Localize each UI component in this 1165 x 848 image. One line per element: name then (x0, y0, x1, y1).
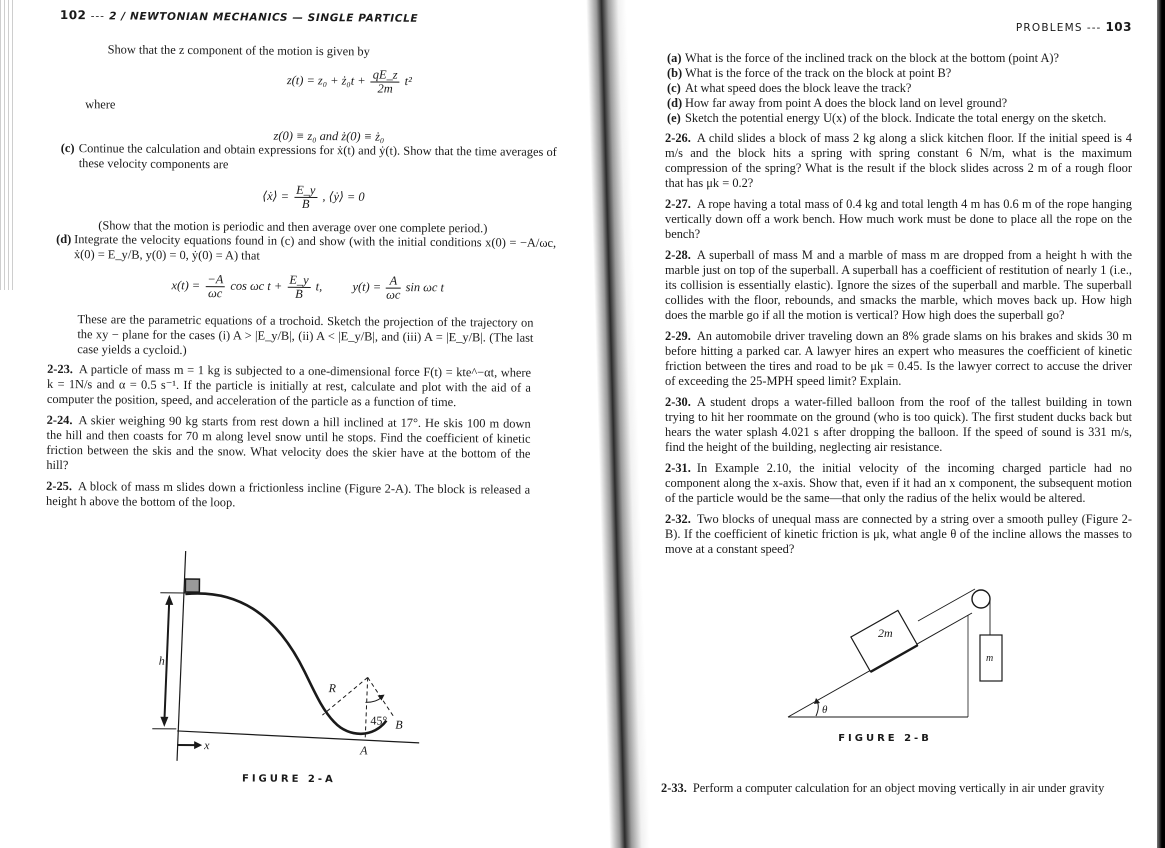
eq-avg-num: E_y (294, 184, 317, 198)
eq-x-num2: E_y (287, 274, 310, 288)
problem-number: 2-31. (665, 461, 691, 475)
problem-number: 2-23. (47, 361, 73, 377)
problem-number: 2-26. (665, 131, 691, 145)
left-page (46, 0, 557, 786)
eq-y-tail: sin ωc t (405, 280, 445, 295)
part-text: Sketch the potential energy U(x) of the block. Indicate the total energy on the sketch. (685, 111, 1107, 125)
part-text: How far away from point A does the block land on level ground? (685, 96, 1008, 110)
label-m: m (986, 653, 994, 664)
part-text: At what speed does the block leave the track? (685, 81, 912, 95)
label-x: x (204, 738, 210, 753)
right-running-head (1016, 20, 1132, 34)
label-B: B (395, 717, 403, 732)
part-d (665, 96, 1132, 111)
right-page-number: 103 (1105, 20, 1132, 34)
eq-avg-fraction (294, 184, 317, 211)
problem-number: 2-32. (665, 512, 691, 526)
problem-text: An automobile driver traveling down an 8% grade slams on his brakes and skids 30 m before hitting a parked car. A lawyer hires an expert who measures the coefficient of kinetic friction between the tires and road to be μk = 0.45. Is the lawyer correct to accuse the driver of exceeding the 25-MPH speed limit? Explain. (665, 329, 1132, 388)
part-label: (c) (667, 81, 681, 95)
eq-x-den: ωc (208, 286, 223, 301)
radius-line-A (365, 677, 367, 738)
page-stack-edge (0, 0, 14, 290)
part-d-label: (d) (56, 231, 72, 247)
trochoid-text: These are the parametric equations of a trochoid. Sketch the projection of the trajectory on the xy − plane for the cases (i) A > |E_y/B|, (ii) A < |E_y/B|, and (iii) A = |E_y/B|. (The last case yields a cycloid.) (77, 312, 534, 358)
problem-text: A rope having a total mass of 0.4 kg and total length 4 m has 0.6 m of the rope hanging vertically down off a work bench. How much work must be done to place all the rope on the bench? (665, 197, 1132, 241)
equation-z (199, 67, 499, 96)
problem-2-32 (665, 512, 1132, 557)
equation-xy (118, 272, 498, 302)
part-d-text: Integrate the velocity equations found in (c) and show (with the initial conditions x(0) = −A/ωc, ẋ(0) = E_y/B, y(0) = 0, ẏ(0) = A) that (73, 232, 557, 263)
problem-number: 2-24. (46, 412, 73, 428)
eq-x-frac1 (205, 273, 225, 300)
right-problem-list (665, 131, 1132, 557)
problem-2-27 (665, 197, 1132, 242)
intro-text: Show that the z component of the motion is given by (107, 42, 370, 59)
problem-number: 2-30. (665, 395, 691, 409)
part-c (665, 81, 1132, 96)
block-2m (851, 610, 918, 671)
figure-2a-caption: FIGURE 2-A (241, 773, 336, 786)
height-arrowhead-up (165, 595, 173, 605)
problem-2-29 (665, 329, 1132, 389)
part-a (665, 51, 1132, 66)
label-h: h (158, 653, 165, 668)
problem-number: 2-29. (665, 329, 691, 343)
label-A: A (360, 743, 368, 758)
section-title: PROBLEMS (1015, 22, 1083, 34)
figure-2b-caption: FIGURE 2-B (838, 733, 932, 744)
equation-averages (188, 183, 438, 212)
part-d (54, 232, 556, 266)
eq-x-den2: B (295, 286, 303, 301)
chapter-title: 2 / NEWTONIAN MECHANICS — SINGLE PARTICLE (109, 10, 419, 25)
eq-x-lhs: x(t) = (171, 278, 201, 293)
pulley-icon (972, 590, 990, 608)
label-theta: θ (822, 704, 828, 716)
height-arrow (164, 599, 169, 723)
eq-y-frac (386, 275, 400, 302)
eq-z-num: qE_z (371, 68, 400, 82)
problem-2-33 (661, 781, 1131, 796)
eq-z-lhs: z(t) = z₀ + ż₀t + (286, 73, 366, 88)
parts-list (665, 51, 1132, 126)
eq-y-lhs: y(t) = (352, 279, 382, 294)
problem-number: 2-27. (665, 197, 691, 211)
problem-text: A child slides a block of mass 2 kg along a slick kitchen floor. If the initial speed is 4 m/s and the block hits a spring with spring constant 6 N/m, what is the maximum compression of the spring? What is the result if the block slides across 2 m of a rough floor that has μk = 0.2? (665, 131, 1132, 190)
eq-z-fraction (371, 68, 400, 95)
equation-initial: z(0) ≡ z₀ and ż(0) ≡ ż₀ (273, 128, 385, 144)
eq-avg-den: B (301, 196, 310, 211)
eq-avg-rhs: , ⟨ẏ⟩ = 0 (322, 189, 365, 204)
problem-text: Two blocks of unequal mass are connected by a string over a smooth pulley (Figure 2-B). If the coefficient of kinetic friction is μk, what angle θ of the incline allows the masses to move at a constant speed? (665, 512, 1132, 556)
block-icon (185, 579, 199, 592)
label-45-deg: 45° (370, 713, 388, 728)
eq-y-num: A (386, 275, 400, 289)
problem-text: In Example 2.10, the initial velocity of the incoming charged particle had no component along the x-axis. Show that, even if it had an x component, the subsequent motion of the particle would be the same—that only the radius of the helix would be altered. (665, 461, 1132, 505)
figure-2a-diagram (144, 551, 446, 763)
problem-2-26 (665, 131, 1132, 191)
part-text: What is the force of the inclined track on the block at the bottom (point A)? (685, 51, 1060, 65)
label-R: R (328, 681, 337, 696)
figure-2b-diagram (780, 575, 1020, 725)
part-text: What is the force of the track on the block at point B? (685, 66, 952, 80)
eq-z-tail: t² (404, 74, 412, 89)
scan-border (1157, 0, 1165, 848)
part-c-note: (Show that the motion is periodic and then average over one complete period.) (98, 218, 488, 236)
part-b (665, 66, 1132, 81)
eq-y-den: ωc (386, 287, 401, 302)
problem-2-30 (665, 395, 1132, 455)
left-head-dashes: --- (90, 10, 106, 23)
part-label: (d) (667, 96, 683, 110)
part-e (665, 111, 1132, 126)
part-label: (a) (667, 51, 682, 65)
height-arrowhead-down (160, 717, 168, 727)
eq-avg-lhs: ⟨ẋ⟩ = (262, 188, 290, 204)
problem-2-23 (47, 362, 531, 411)
where-label: where (85, 97, 116, 112)
book-spine-gutter (586, 0, 650, 848)
x-arrowhead (194, 741, 202, 749)
eq-x-num: −A (205, 273, 225, 287)
problem-text: Perform a computer calculation for an object moving vertically in air under gravity (692, 781, 1105, 795)
problem-text: A block of mass m slides down a frictionless incline (Figure 2-A). The block is released a height h above the bottom of the loop. (46, 479, 531, 510)
problem-text: A particle of mass m = 1 kg is subjected to a one-dimensional force F(t) = kte^−αt, where k = 1N/s and α = 0.5 s⁻¹. If the particle is initially at rest, calculate and plot with the aid of a computer the position, speed, and acceleration of the particle as a function of time. (46, 362, 532, 410)
problem-text: A superball of mass M and a marble of mass m are dropped from a height h with the marble just on top of the superball. A superball has a coefficient of restitution of nearly 1 (i.e., its collision is essentially elastic). Ignore the sizes of the superball and marble. The superball collides with the floor, rebounds, and smacks the marble, which moves back up. How high does the marble go if all the motion is vertical? How high does the superball go? (665, 248, 1132, 322)
problem-2-24 (46, 413, 530, 477)
eq-x-tail: t, (315, 279, 323, 294)
eq-x-frac2 (287, 274, 310, 301)
eq-x-mid: cos ωc t + (230, 278, 283, 294)
problem-number: 2-33. (661, 781, 687, 795)
problem-2-28 (665, 248, 1132, 323)
label-2m: 2m (878, 626, 893, 640)
problem-text: A skier weighing 90 kg starts from rest down a hill inclined at 17°. He skis 100 m down the hill and then coasts for 70 m along level snow until he stops. Find the coefficient of kinetic friction between the skis and the snow. What velocity does the skier have at the bottom of the hill? (46, 413, 531, 473)
problem-text: A student drops a water-filled balloon from the roof of the tallest building in town trying to hit her roommate on the ground (who is too quick). The first student ducks back but hears the water splash 4.021 s after dropping the balloon. If the speed of sound is 331 m/s, find the height of the building, neglecting air resistance. (665, 395, 1132, 454)
left-running-head (60, 8, 418, 25)
part-c-text: Continue the calculation and obtain expressions for ẋ(t) and ẏ(t). Show that the time averages of these velocity components are (78, 141, 557, 172)
ground-line (177, 731, 419, 743)
vertical-wall (177, 551, 186, 761)
right-head-dashes: --- (1086, 22, 1102, 34)
part-c-label: (c) (60, 141, 75, 156)
problem-2-25 (46, 479, 530, 513)
part-label: (e) (667, 111, 681, 125)
left-page-number: 102 (59, 7, 87, 23)
loop-track (184, 593, 387, 734)
problem-number: 2-28. (665, 248, 691, 262)
left-problem-list (46, 362, 531, 513)
eq-z-den: 2m (377, 81, 393, 96)
part-c (59, 141, 557, 175)
problem-2-31 (665, 461, 1132, 506)
part-label: (b) (667, 66, 683, 80)
problem-number: 2-25. (46, 478, 73, 494)
